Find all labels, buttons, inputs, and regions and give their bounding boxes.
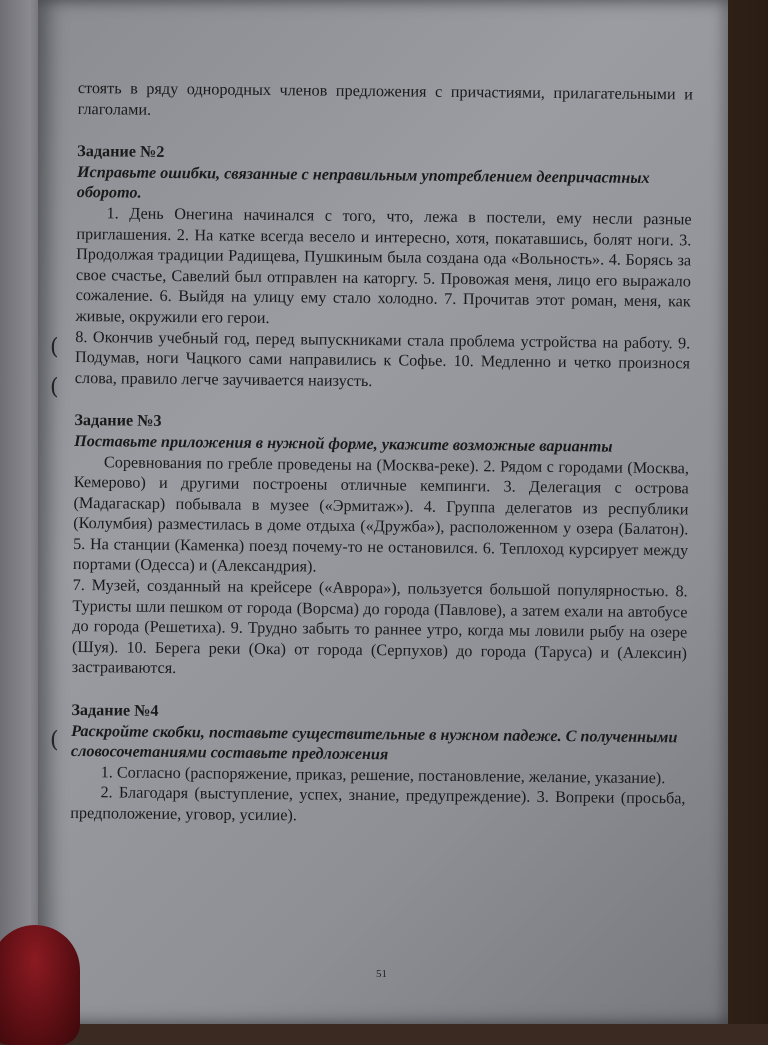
task-instruction: Поставьте приложения в нужной форме, укажите возможные варианты (74, 431, 613, 456)
task-paragraph: 8. Окончив учебный год, перед выпускниками стала проблема устройства на работу. 9. Подумав, ноги Чацкого сами направились к Софье. 10. Медленно и четко произнося слова, правило легче заучивается наизусть. (74, 327, 691, 390)
task-instruction: Раскройте скобки, поставьте существительные в нужном падеже. С полученными словосочетаниями составьте предложения (70, 721, 678, 764)
page-content (70, 78, 693, 830)
intro-paragraph: стоять в ряду однородных членов предложения с причастиями, прилагательными и глаголами. (77, 78, 693, 119)
task-instruction: Исправьте ошибки, связанные с неправильным употреблением деепричастных оборото. (76, 162, 650, 203)
task-3 (72, 410, 690, 684)
task-4 (70, 700, 686, 830)
task-paragraph: Соревнования по гребле проведены на (Москва-реке). 2. Рядом с городами (Москва, Кемерово) и другими построены отличные кемпинги. 3. Делегация с острова (Мадагаскар) побывала в музее («Эрмитаж»). 4. Группа делегатов из республики (Колумбия) разместилась в доме отдыха («Дружба»), расположенном у озера (Балатон). 5. На станции (Каменка) поезд почему-то не остановился. 6. Теплоход курсирует между портами (Одесса) и (Александрия). (72, 452, 690, 576)
task-heading: Задание №4 (71, 700, 159, 720)
task-2 (75, 141, 693, 395)
task-paragraph: 1. День Онегина начинался с того, что, лежа в постели, ему несли разные приглашения. 2. На катке всегда весело и интересно, хотя, покатавшись, болят ноги. 3. Продолжая традиции Радищева, Пушкиным была создана ода «Вольность». 4. Борясь за свое счастье, Савелий был отправлен на каторгу. 5. Провожая меня, лицо его выражало сожаление. 6. Выйдя на улицу ему стало холодно. 7. Прочитав этот роман, меня, как живые, окружили его герои. (75, 204, 692, 327)
task-heading: Задание №3 (74, 411, 162, 431)
task-heading: Задание №2 (77, 142, 165, 162)
task-paragraph: 1. Согласно (распоряжение, приказ, решение, постановление, желание, указание). (100, 763, 666, 788)
book-page (38, 0, 728, 1024)
binding-mark: ( (50, 335, 59, 360)
binding-mark: ( (50, 728, 59, 753)
page-number: 51 (376, 968, 387, 980)
binding-mark: ( (50, 375, 59, 400)
task-paragraph: 7. Музей, созданный на крейсере («Аврора»), пользуется большой популярностью. 8. Туристы шли пешком от города (Ворсма) до города (Павлове), а затем ехали на автобусе до города (Решетиха). 9. Трудно забыть то раннее утро, когда мы ловили рыбу на озере (Шуя). 10. Берега реки (Ока) от города (Серпухов) до города (Таруса) и (Алексин) застраиваются. (71, 576, 688, 678)
fingertip (0, 925, 80, 1045)
task-paragraph: 2. Благодаря (выступление, успех, знание, предупреждение). 3. Вопреки (просьба, предположение, уговор, усилие). (70, 783, 686, 825)
